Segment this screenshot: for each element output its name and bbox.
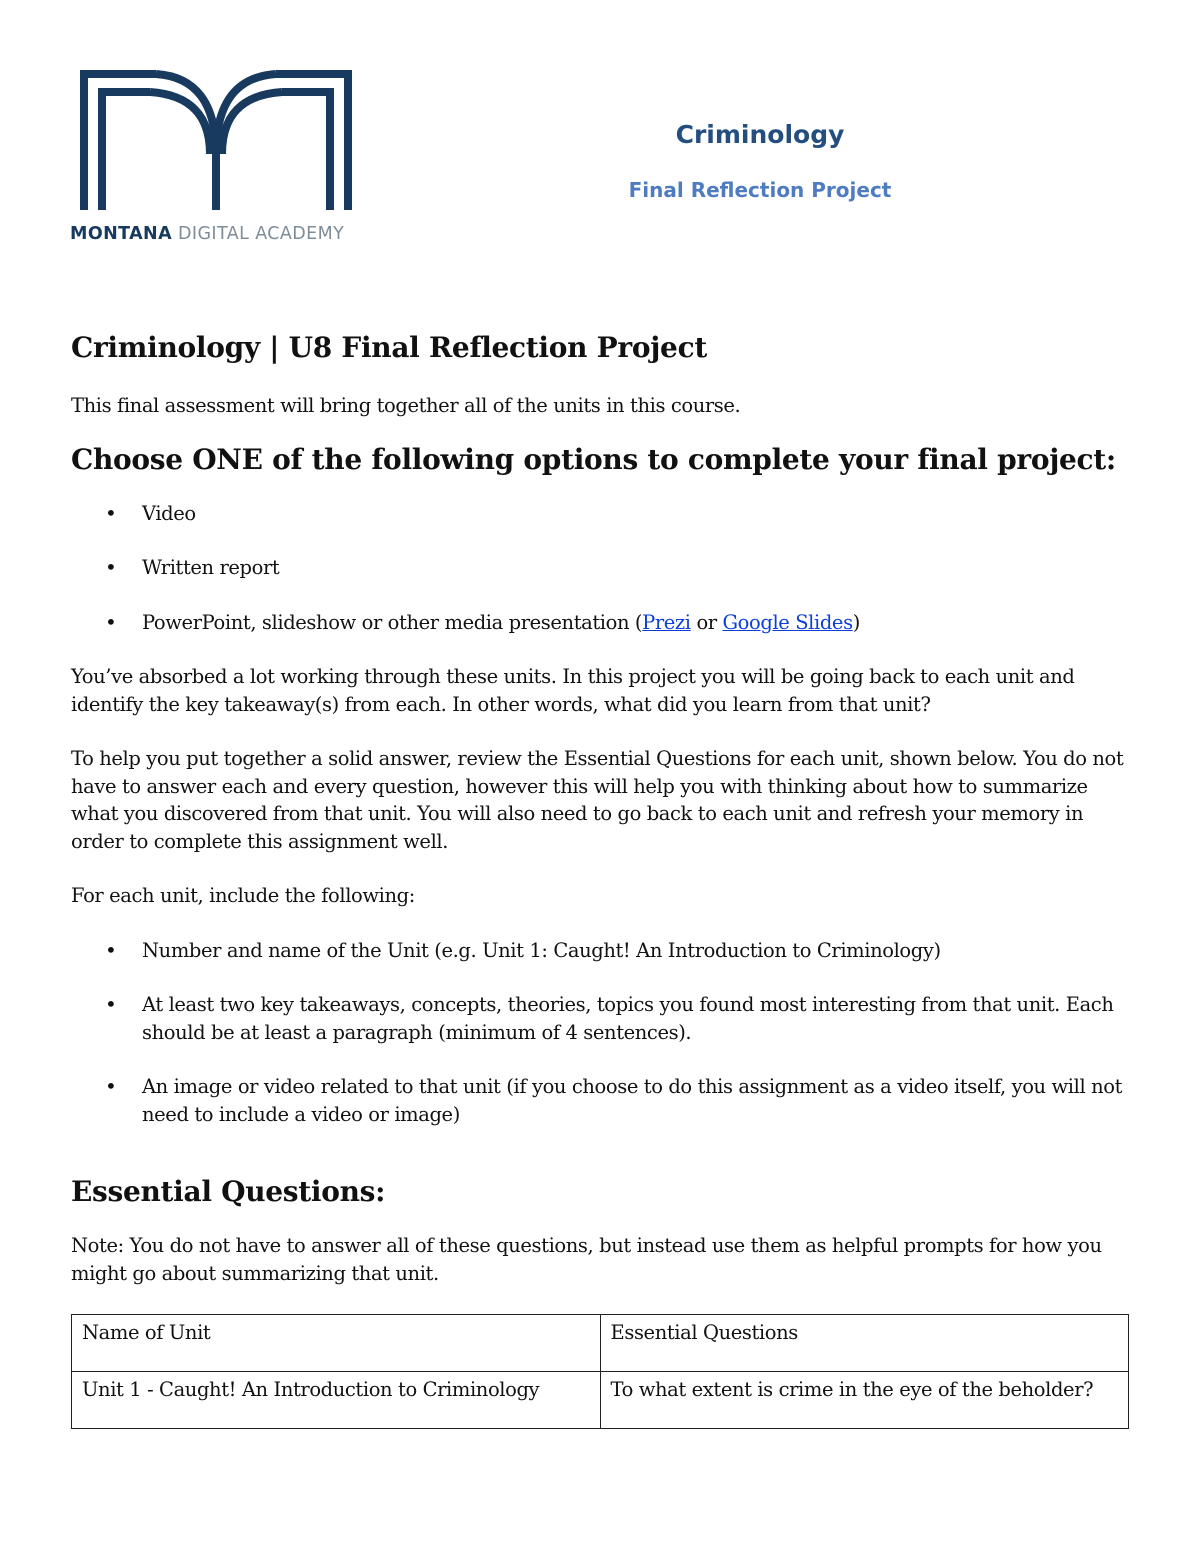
essential-questions-note: Note: You do not have to answer all of these questions, but instead use them as helpful prompts for how you might go about summarizing that unit. <box>71 1234 1102 1285</box>
option-presentation-text: PowerPoint, slideshow or other media presentation ( <box>142 610 643 634</box>
course-title: Criminology <box>675 120 845 149</box>
intro-paragraph: This final assessment will bring together all of the units in this course. <box>71 394 741 417</box>
logo-wordmark <box>70 224 380 244</box>
bullet: • <box>105 609 117 634</box>
bullet: • <box>105 1074 117 1098</box>
bullet: • <box>105 500 117 525</box>
option-or-text: or <box>690 610 723 634</box>
list-item <box>71 554 1131 582</box>
logo-text-digital-academy: DIGITAL ACADEMY <box>172 224 345 244</box>
paragraph-for-each-unit: For each unit, include the following: <box>71 884 415 907</box>
document-body <box>71 328 1131 1429</box>
list-item <box>71 609 1131 637</box>
include-item-text: Number and name of the Unit (e.g. Unit 1: Caught! An Introduction to Criminology) <box>142 938 941 962</box>
list-item <box>71 991 1131 1046</box>
table-header-cell: Essential Questions <box>600 1315 1129 1372</box>
bullet: • <box>105 992 117 1016</box>
bullet: • <box>105 555 117 579</box>
prezi-link[interactable]: Prezi <box>642 610 691 634</box>
option-video: Video <box>142 501 196 525</box>
table-header-cell: Name of Unit <box>72 1315 601 1372</box>
table-header-row <box>72 1315 1129 1372</box>
table-cell: Unit 1 - Caught! An Introduction to Criminology <box>72 1372 601 1429</box>
table-cell: To what extent is crime in the eye of the beholder? <box>600 1372 1129 1429</box>
page-heading: Criminology | U8 Final Reflection Project <box>71 331 707 364</box>
google-slides-link[interactable]: Google Slides <box>722 610 853 634</box>
include-item-text: At least two key takeaways, concepts, theories, topics you found most interesting from that unit. Each should be at least a paragraph (minimum of 4 sentences). <box>142 993 1114 1044</box>
include-list <box>71 937 1131 1129</box>
logo-arch-mark <box>70 68 362 210</box>
list-item <box>71 937 1131 965</box>
options-list <box>71 500 1131 637</box>
logo-text-montana: MONTANA <box>70 224 173 244</box>
table-row <box>72 1372 1129 1429</box>
paragraph-absorbed: You’ve absorbed a lot working through these units. In this project you will be going back to each unit and identify the key takeaway(s) from each. In other words, what did you learn from that unit? <box>71 665 1075 716</box>
list-item <box>71 1073 1131 1128</box>
essential-questions-table <box>71 1314 1129 1429</box>
paragraph-essential-questions-help: To help you put together a solid answer, review the Essential Questions for each unit, shown below. You do not have to answer each and every question, however this will help you with thinking about how to summarize what you discovered from that unit. You will also need to go back to each unit and refresh your memory in order to complete this assignment well. <box>71 747 1124 853</box>
options-heading: Choose ONE of the following options to complete your final project: <box>71 442 1116 476</box>
list-item <box>71 500 1131 528</box>
essential-questions-heading: Essential Questions: <box>71 1175 386 1208</box>
option-written-report: Written report <box>142 556 280 579</box>
course-subtitle: Final Reflection Project <box>628 178 892 202</box>
bullet: • <box>105 937 117 962</box>
include-item-text: An image or video related to that unit (if you choose to do this assignment as a video itself, you will not need to include a video or image) <box>142 1075 1123 1126</box>
option-close-paren: ) <box>852 610 860 634</box>
montana-digital-academy-logo <box>70 68 380 244</box>
